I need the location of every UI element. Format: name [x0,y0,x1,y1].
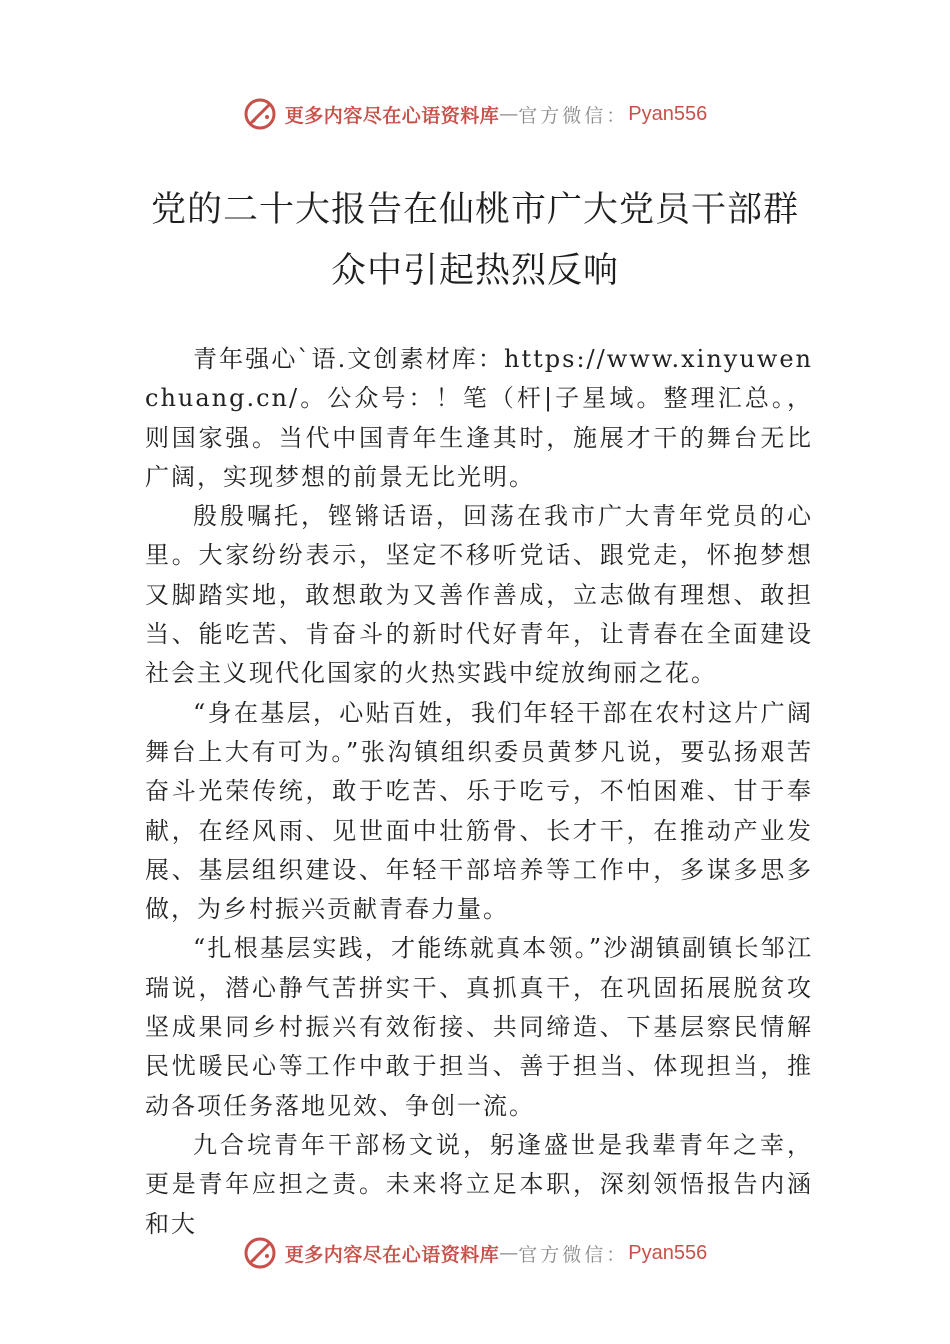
separator: — [499,1242,519,1264]
wechat-id: Pyan556 [628,1241,708,1264]
footer-banner [0,1233,950,1273]
brand-text: 更多内容尽在心语资料库 [284,1243,500,1266]
paragraph: 九合垸青年干部杨文说，躬逢盛世是我辈青年之幸，更是青年应担之责。未来将立足本职，深刻领悟报告内涵和大 [145,1130,813,1238]
brush-logo-icon [243,1236,277,1270]
separator: — [499,103,519,125]
paragraph: 青年强心`语.文创素材库：https://www.xinyuwenchuang.cn/。公众号：！笔（杆|子星域。整理汇总。，则国家强。当代中国青年生逢其时，施展才干的舞台无比广阔，实现梦想的前景无比光明。 [145,345,813,491]
paragraph: 殷殷嘱托，铿锵话语，回荡在我市广大青年党员的心里。大家纷纷表示，坚定不移听党话、跟党走，怀抱梦想又脚踏实地，敢想敢为又善作善成，立志做有理想、敢担当、能吃苦、肯奋斗的新时代好青年，让青春在全面建设社会主义现代化国家的火热实践中绽放绚丽之花。 [145,502,813,688]
wechat-label: 官方微信： [518,1243,629,1266]
brand-text: 更多内容尽在心语资料库 [284,104,500,127]
wechat-id: Pyan556 [628,102,708,125]
header-banner [0,94,950,134]
title-line-1: 党的二十大报告在仙桃市广大党员干部群 [150,190,799,230]
paragraph: “扎根基层实践，才能练就真本领。”沙湖镇副镇长邹江瑞说，潜心静气苦拼实干、真抓真干，在巩固拓展脱贫攻坚成果同乡村振兴有效衔接、共同缔造、下基层察民情解民忧暖民心等工作中敢于担当、善于担当、体现担当，推动各项任务落地见效、争创一流。 [145,934,813,1120]
brush-logo-icon [243,97,277,131]
document-title [100,180,850,302]
document-body [145,340,813,1244]
wechat-label: 官方微信： [518,104,629,127]
title-line-2: 众中引起热烈反响 [330,251,619,291]
paragraph: “身在基层，心贴百姓，我们年轻干部在农村这片广阔舞台上大有可为。”张沟镇组织委员黄梦凡说，要弘扬艰苦奋斗光荣传统，敢于吃苦、乐于吃亏，不怕困难、甘于奉献，在经风雨、见世面中壮筋骨、长才干，在推动产业发展、基层组织建设、年轻干部培养等工作中，多谋多思多做，为乡村振兴贡献青春力量。 [145,698,813,924]
